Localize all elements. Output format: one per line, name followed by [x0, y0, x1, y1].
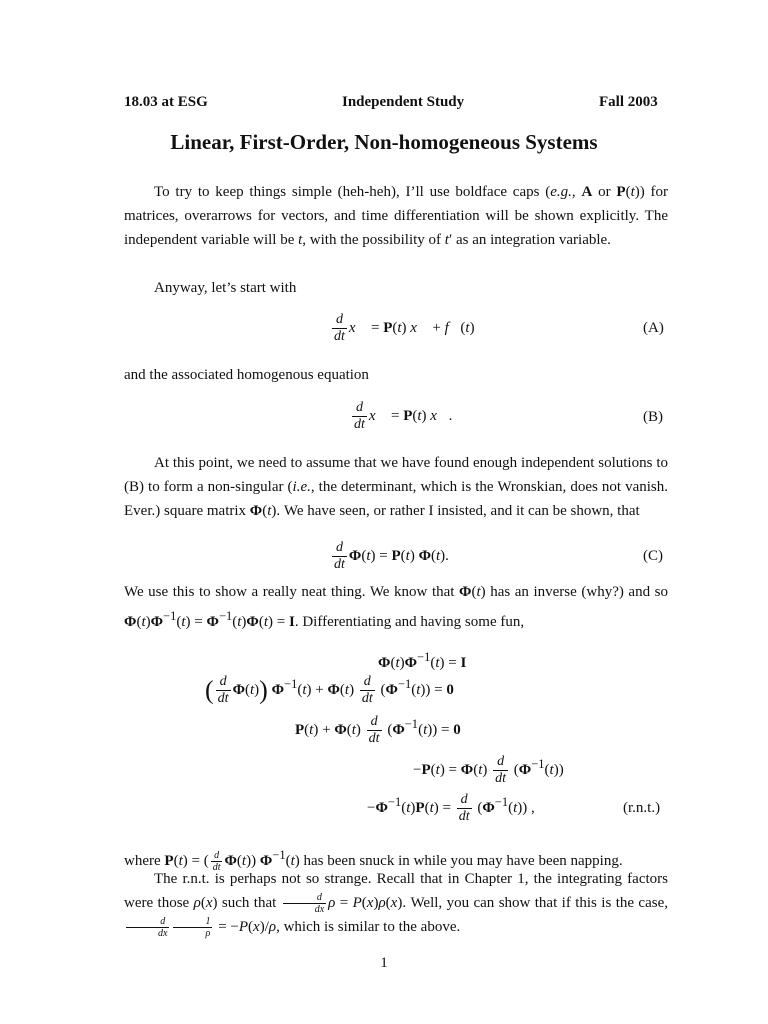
- paragraph-rnt: The r.n.t. is perhaps not so strange. Recall that in Chapter 1, the integrating factors were those ρ(x) such that $\frac{d}{dx}$ ρ = P(x)ρ(x). Well, you can show that if this is the case, $\frac{d}{dx}$ $\frac{1}{\rho}$ = −P(x)/ρ, which is similar to the above.: [124, 871, 668, 940]
- paragraph-intro: To try to keep things simple (heh-heh), I’ll use boldface caps (e.g., A or P(t)) for matrices, overarrows for vectors, and time differentiation will be shown explicitly. The independent variable will be t, with the possibility of t′ as an integration variable.: [124, 184, 669, 248]
- paragraph-inverse: We use this to show a really neat thing. We know that Φ(t) has an inverse (why?) and so $\Phi(t)\Phi^{-1}(t) = \Phi^{-1}(t)\Phi(t) = I$. Differentiating and having some fun,: [124, 584, 668, 630]
- equation-c-label: (C): [643, 548, 663, 564]
- paragraph-start: Anyway, let’s start with: [154, 280, 297, 296]
- paragraph-assumption: At this point, we need to assume that we have found enough independent solutions to (B) to form a non-singular (i.e., the determinant, which is the Wronskian, does not vanish. Ever.) square matrix Φ(t). We have seen, or rather I insisted, and it can be shown, that: [124, 455, 668, 519]
- paragraph-snuck: where P(t) = ( $\frac{d}{dt}$ Φ(t)) $\Phi^{-1}(t)$ has been snuck in while you may have been napping.: [124, 848, 623, 874]
- equation-b-label: (B): [643, 409, 663, 425]
- header-center: Independent Study: [342, 94, 465, 110]
- derivation-line-5: $-\Phi^{-1}(t)P(t)$ = $\frac{d}{dt}$ $(\Phi^{-1}(t))$ ,: [367, 792, 535, 824]
- equation-b: $\frac{d}{dt}$ x⃗ = P(t) x⃗.: [354, 400, 453, 432]
- equation-a-label: (A): [643, 320, 664, 336]
- document-title: Linear, First-Order, Non-homogeneous Systems: [170, 130, 598, 154]
- header-right: Fall 2003: [599, 94, 658, 110]
- derivation-line-1: $\Phi(t)\Phi^{-1}(t) = I$: [378, 650, 467, 671]
- derivation-line-3: P(t) + Φ(t) $\frac{d}{dt}$ $(\Phi^{-1}(t)) = 0$: [295, 714, 461, 746]
- derivation-line-4: −P(t) = Φ(t) $\frac{d}{dt}$ $(\Phi^{-1}(t))$: [413, 754, 564, 786]
- equation-a: $\frac{d}{dt}$ x⃗ = P(t) x⃗ + f⃗(t): [334, 312, 475, 344]
- equation-c: $\frac{d}{dt}$ Φ(t) = P(t) Φ(t).: [334, 540, 449, 572]
- paragraph-homogeneous: and the associated homogenous equation: [124, 367, 369, 383]
- derivation-line-2: ( $\frac{d}{dt}$ Φ(t)) $\Phi^{-1}(t) + \Phi(t)$ $\frac{d}{dt}$ $(\Phi^{-1}(t)) = 0$: [205, 674, 454, 706]
- page-number: 1: [380, 955, 388, 971]
- header-left: 18.03 at ESG: [124, 94, 208, 110]
- equation-rnt-label: (r.n.t.): [623, 800, 661, 816]
